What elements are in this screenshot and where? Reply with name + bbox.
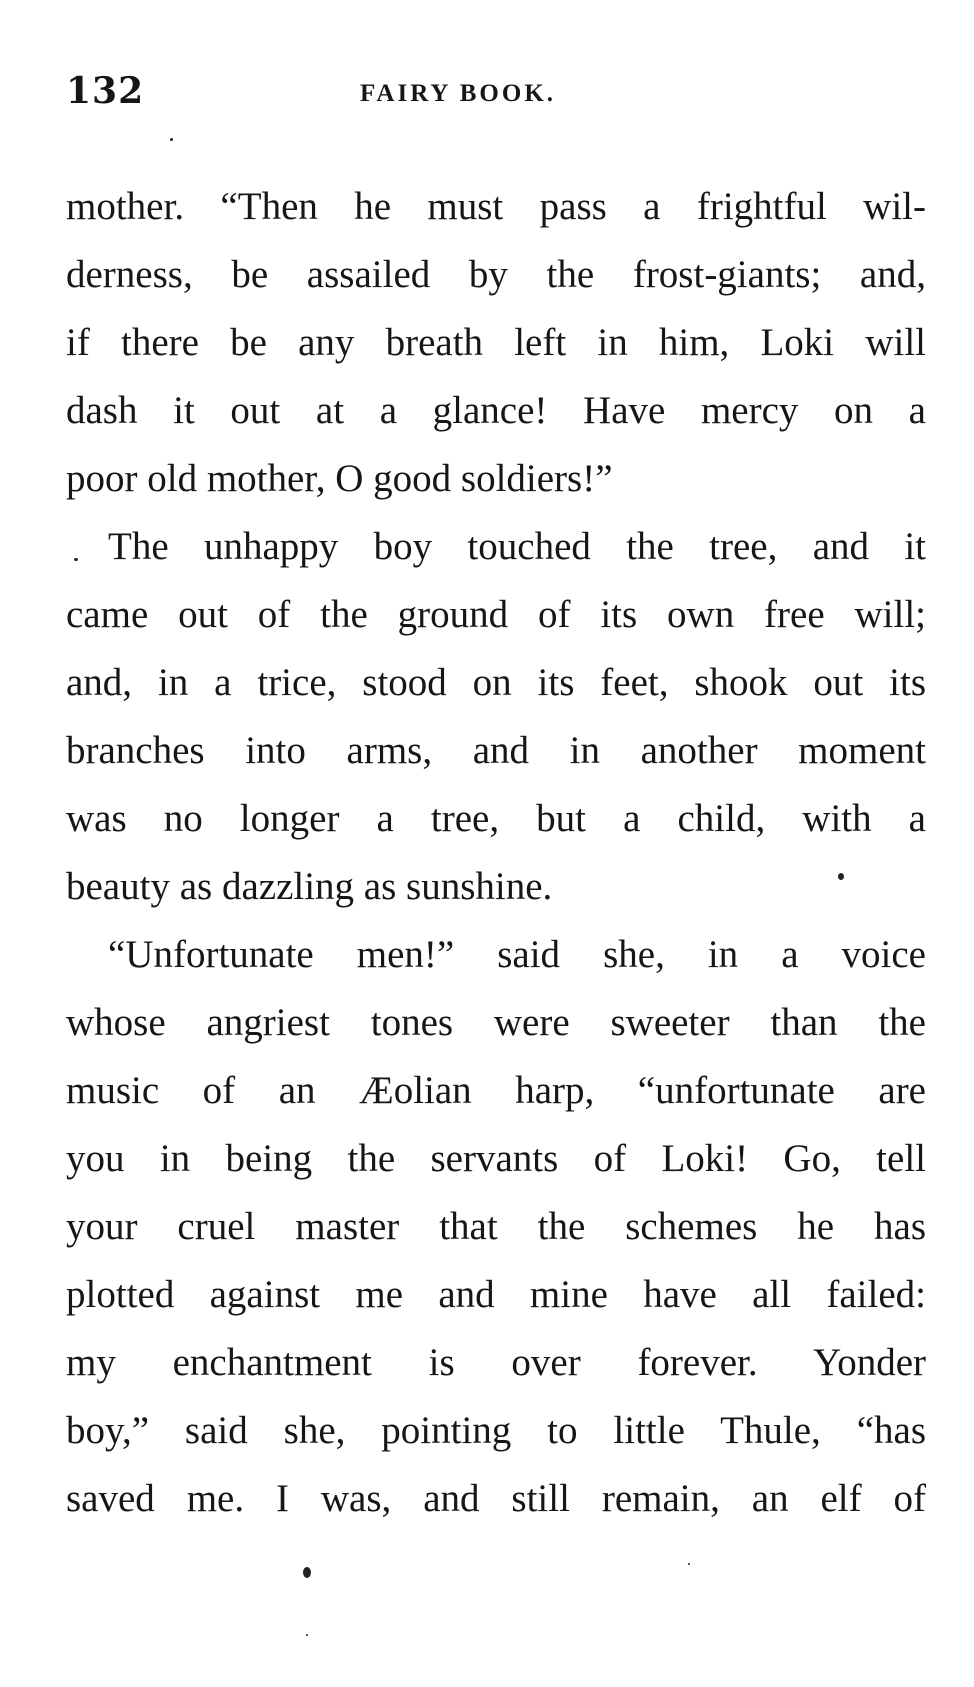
page-number: 132 [66, 70, 145, 112]
ink-speck [74, 558, 78, 561]
ink-speck [303, 1567, 311, 1578]
text-line: your cruel master that the schemes he has [66, 1205, 926, 1248]
paragraph-1 [66, 173, 926, 513]
text-line: dash it out at a glance! Have mercy on a [66, 389, 926, 432]
text-line: if there be any breath left in him, Loki will [66, 321, 926, 364]
text-line: branches into arms, and in another moment [66, 729, 926, 772]
paragraph-3 [66, 921, 926, 1533]
text-line: whose angriest tones were sweeter than the [66, 1001, 926, 1044]
text-line: came out of the ground of its own free will; [66, 593, 926, 636]
text-line: boy,” said she, pointing to little Thule, “has [66, 1409, 926, 1452]
paragraph-2 [66, 513, 926, 921]
text-line: beauty as dazzling as sunshine. [66, 865, 553, 908]
text-line: was no longer a tree, but a child, with a [66, 797, 926, 840]
text-line: poor old mother, O good soldiers!” [66, 457, 613, 500]
ink-speck [306, 1634, 308, 1636]
text-line: derness, be assailed by the frost-giants; and, [66, 253, 926, 296]
running-head [66, 64, 914, 124]
ink-speck [688, 1563, 690, 1565]
text-line: you in being the servants of Loki! Go, tell [66, 1137, 926, 1180]
book-title: FAIRY BOOK. [360, 80, 557, 107]
ink-speck [838, 873, 844, 880]
text-line: and, in a trice, stood on its feet, shook out its [66, 661, 926, 704]
text-line: mother. “Then he must pass a frightful wil- [66, 185, 926, 228]
text-line: The unhappy boy touched the tree, and it [108, 525, 926, 568]
body-text [66, 173, 926, 1533]
text-line: my enchantment is over forever. Yonder [66, 1341, 926, 1384]
text-line: music of an Æolian harp, “unfortunate are [66, 1069, 926, 1112]
text-line: “Unfortunate men!” said she, in a voice [108, 933, 926, 976]
text-line: plotted against me and mine have all failed: [66, 1273, 926, 1316]
ink-speck [170, 138, 173, 141]
text-line: saved me. I was, and still remain, an elf of [66, 1477, 926, 1520]
